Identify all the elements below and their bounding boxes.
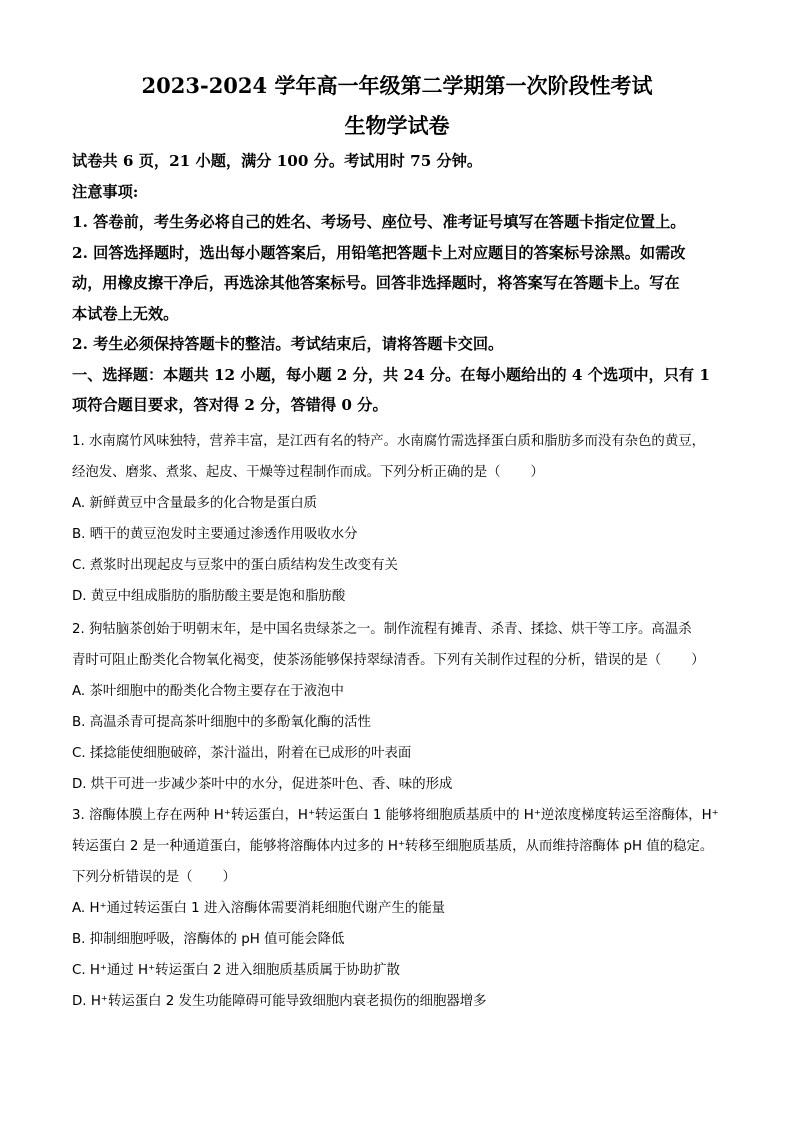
question-3: [72, 800, 732, 1017]
option-b: B. 高温杀青可提高茶叶细胞中的多酚氧化酶的活性: [72, 715, 371, 730]
option-a: A. 新鲜黄豆中含量最多的化合物是蛋白质: [72, 496, 318, 511]
section-heading-line-2: 项符合题目要求，答对得 2 分，答错得 0 分。: [72, 396, 388, 414]
option-c: C. H⁺通过 H⁺转运蛋白 2 进入细胞质基质属于协助扩散: [72, 963, 400, 978]
question-stem-line: 2. 狗牯脑茶创始于明朝末年，是中国名贵绿茶之一。制作流程有摊青、杀青、揉捻、烘干等工序。高温杀: [72, 622, 692, 637]
notice-item-2-line-2: 动，用橡皮擦干净后，再选涂其他答案标号。回答非选择题时，将答案写在答题卡上。写在: [72, 274, 680, 292]
instructions: [72, 146, 732, 421]
question-stem-line: 下列分析错误的是（ ）: [72, 870, 236, 885]
question-1: [72, 426, 732, 612]
notice-item-2-line-3: 本试卷上无效。: [72, 304, 179, 323]
question-stem-line: 转运蛋白 2 是一种通道蛋白，能够将溶酶体内过多的 H⁺转移至细胞质基质，从而维持溶酶体 pH 值的稳定。: [72, 839, 714, 854]
question-stem-line: 经泡发、磨浆、煮浆、起皮、干燥等过程制作而成。下列分析正确的是（ ）: [72, 465, 544, 480]
exam-subtitle: 生物学试卷: [344, 113, 450, 138]
question-2: [72, 614, 732, 800]
option-b: B. 晒干的黄豆泡发时主要通过渗透作用吸收水分: [72, 527, 358, 542]
question-stem-line: 青时可阻止酚类化合物氧化褐变，使茶汤能够保持翠绿清香。下列有关制作过程的分析，错误的是（ ）: [72, 653, 705, 668]
option-c: C. 煮浆时出现起皮与豆浆中的蛋白质结构发生改变有关: [72, 558, 398, 573]
option-a: A. 茶叶细胞中的酚类化合物主要存在于液泡中: [72, 684, 344, 699]
exam-title: 2023-2024 学年高一年级第二学期第一次阶段性考试: [141, 73, 653, 98]
notice-item-2-line-1: 2. 回答选择题时，选出每小题答案后，用铅笔把答题卡上对应题目的答案标号涂黑。如需改: [72, 243, 686, 262]
section-heading-line-1: 一、选择题：本题共 12 小题，每小题 2 分，共 24 分。在每小题给出的 4 个选项中，只有 1: [72, 365, 710, 384]
notice-item-3: 2. 考生必须保持答题卡的整洁。考试结束后，请将答题卡交回。: [72, 335, 504, 353]
question-stem-line: 3. 溶酶体膜上存在两种 H⁺转运蛋白，H⁺转运蛋白 1 能够将细胞质基质中的 H⁺逆浓度梯度转运至溶酶体，H⁺: [72, 808, 719, 823]
option-d: D. 黄豆中组成脂肪的脂肪酸主要是饱和脂肪酸: [72, 589, 346, 604]
option-b: B. 抑制细胞呼吸，溶酶体的 pH 值可能会降低: [72, 932, 345, 947]
option-d: D. H⁺转运蛋白 2 发生功能障碍可能导致细胞内衰老损伤的细胞器增多: [72, 994, 487, 1009]
question-stem-line: 1. 水南腐竹风味独特，营养丰富，是江西有名的特产。水南腐竹需选择蛋白质和脂肪多而没有杂色的黄豆，: [72, 434, 705, 449]
notice-heading: 注意事项:: [72, 182, 139, 201]
notice-item-1: 1. 答卷前，考生务必将自己的姓名、考场号、座位号、准考证号填写在答题卡指定位置上。: [72, 213, 686, 231]
option-d: D. 烘干可进一步减少茶叶中的水分，促进茶叶色、香、味的形成: [72, 777, 453, 792]
option-c: C. 揉捻能使细胞破碎，茶汁溢出，附着在已成形的叶表面: [72, 746, 412, 761]
exam-summary: 试卷共 6 页，21 小题，满分 100 分。考试用时 75 分钟。: [72, 152, 483, 170]
option-a: A. H⁺通过转运蛋白 1 进入溶酶体需要消耗细胞代谢产生的能量: [72, 901, 445, 916]
